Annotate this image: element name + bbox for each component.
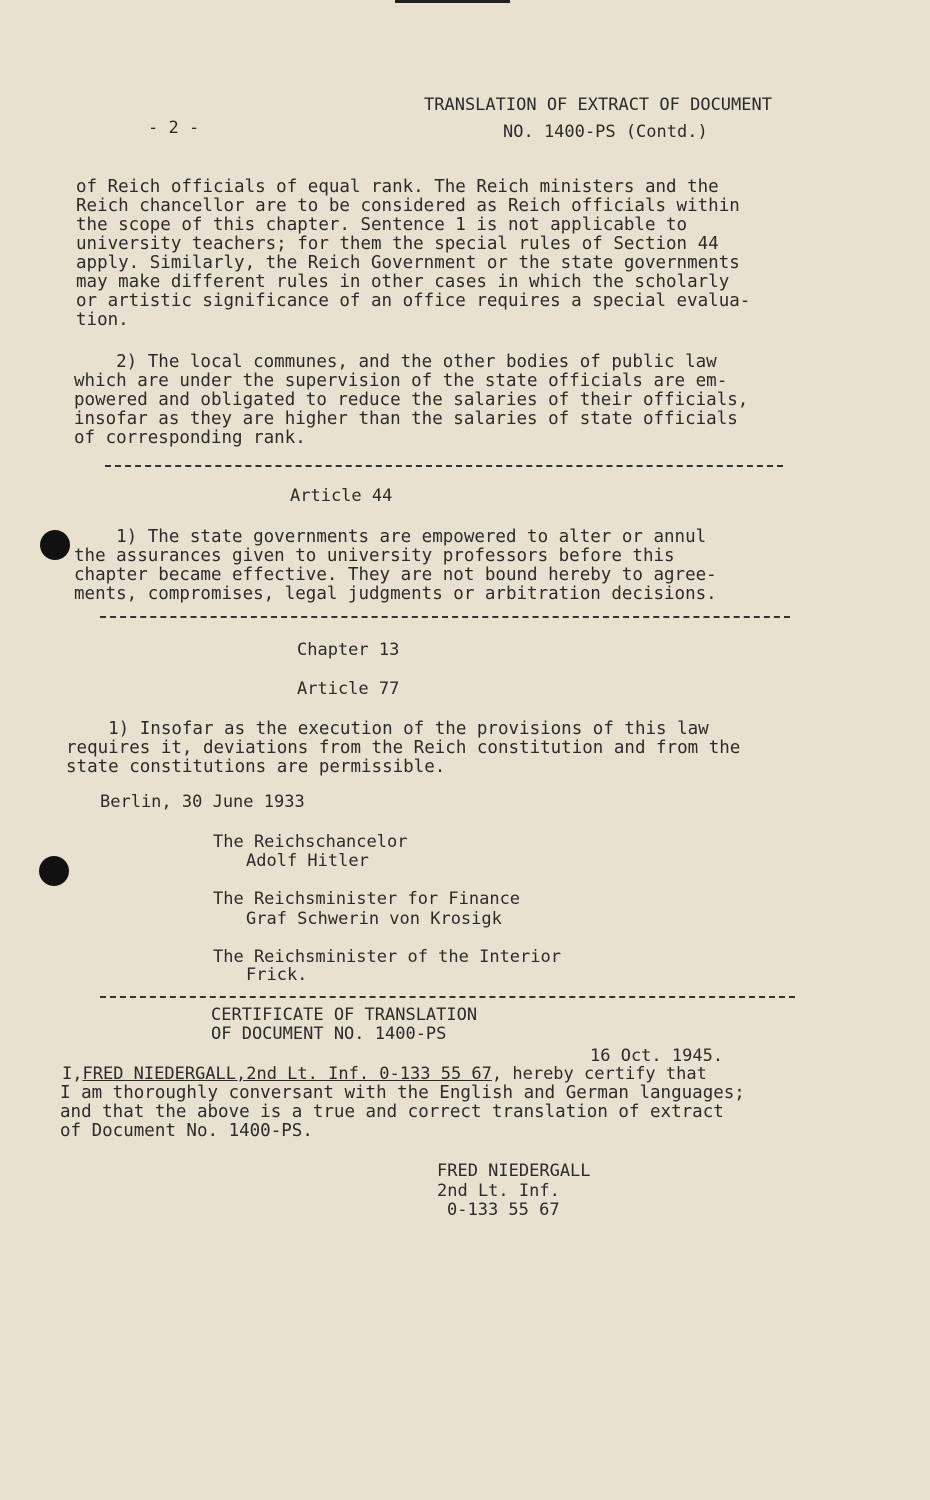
signer-rank: 2nd Lt. Inf. xyxy=(437,1181,560,1201)
paragraph-article-44: 1) The state governments are empowered to alter or annul the assurances given to university professors before this chapter became effective. They are not bound hereby to agree- ments, compromises, legal judgments or arbitration decisions. xyxy=(74,527,717,604)
dashed-divider xyxy=(100,616,790,618)
certificate-title-line2: OF DOCUMENT NO. 1400-PS xyxy=(211,1024,447,1044)
signatory-1-name: Adolf Hitler xyxy=(246,851,369,871)
signatory-3-name: Frick. xyxy=(246,965,308,985)
signer-serial: 0-133 55 67 xyxy=(447,1200,560,1220)
signatory-1-title: The Reichschancelor xyxy=(213,832,408,852)
scan-edge-mark xyxy=(395,0,510,3)
chapter-13-heading: Chapter 13 xyxy=(297,640,400,660)
document-title-line2: NO. 1400-PS (Contd.) xyxy=(503,122,708,142)
place-and-date: Berlin, 30 June 1933 xyxy=(100,792,305,812)
certificate-statement-body: I am thoroughly conversant with the English and German languages; and that the above is a true and correct translation of extract of Document No. 1400-PS. xyxy=(60,1083,745,1141)
document-title-line1: TRANSLATION OF EXTRACT OF DOCUMENT xyxy=(424,95,772,115)
signer-name: FRED NIEDERGALL xyxy=(437,1161,591,1181)
dashed-divider xyxy=(105,465,783,467)
paragraph-reich-officials: of Reich officials of equal rank. The Reich ministers and the Reich chancellor are to be considered as Reich officials within the scope of this chapter. Sentence 1 is not applicable to university teachers; for them the special rules of Section 44 apply. Similarly, the Reich Government or the state governments may make different rules in other cases in which the scholarly or artistic significance of an office requires a special evalua- tion. xyxy=(76,177,751,330)
paragraph-local-communes: 2) The local communes, and the other bodies of public law which are under the supervision of the state officials are em- powered and obligated to reduce the salaries of their officials, insofar as they are higher than the salaries of state officials of corresponding rank. xyxy=(74,352,749,448)
certificate-suffix: , hereby certify that xyxy=(491,1064,707,1084)
certificate-date: 16 Oct. 1945. xyxy=(590,1046,724,1066)
signatory-2-title: The Reichsminister for Finance xyxy=(213,889,521,909)
punch-hole xyxy=(40,530,70,560)
article-77-heading: Article 77 xyxy=(297,679,400,699)
certificate-title-line1: CERTIFICATE OF TRANSLATION xyxy=(211,1005,478,1025)
certificate-statement-line1 xyxy=(62,1065,707,1084)
signatory-2-name: Graf Schwerin von Krosigk xyxy=(246,909,502,929)
article-44-heading: Article 44 xyxy=(290,486,393,506)
certificate-prefix: I, xyxy=(62,1064,83,1084)
page-number: - 2 - xyxy=(148,118,200,138)
certifier-name-underlined: FRED NIEDERGALL,2nd Lt. Inf. 0-133 55 67 xyxy=(82,1064,492,1084)
punch-hole xyxy=(39,856,69,886)
paragraph-article-77: 1) Insofar as the execution of the provisions of this law requires it, deviations from the Reich constitution and from the state constitutions are permissible. xyxy=(66,719,741,777)
dashed-divider xyxy=(100,996,795,998)
signatory-3-title: The Reichsminister of the Interior xyxy=(213,947,561,967)
